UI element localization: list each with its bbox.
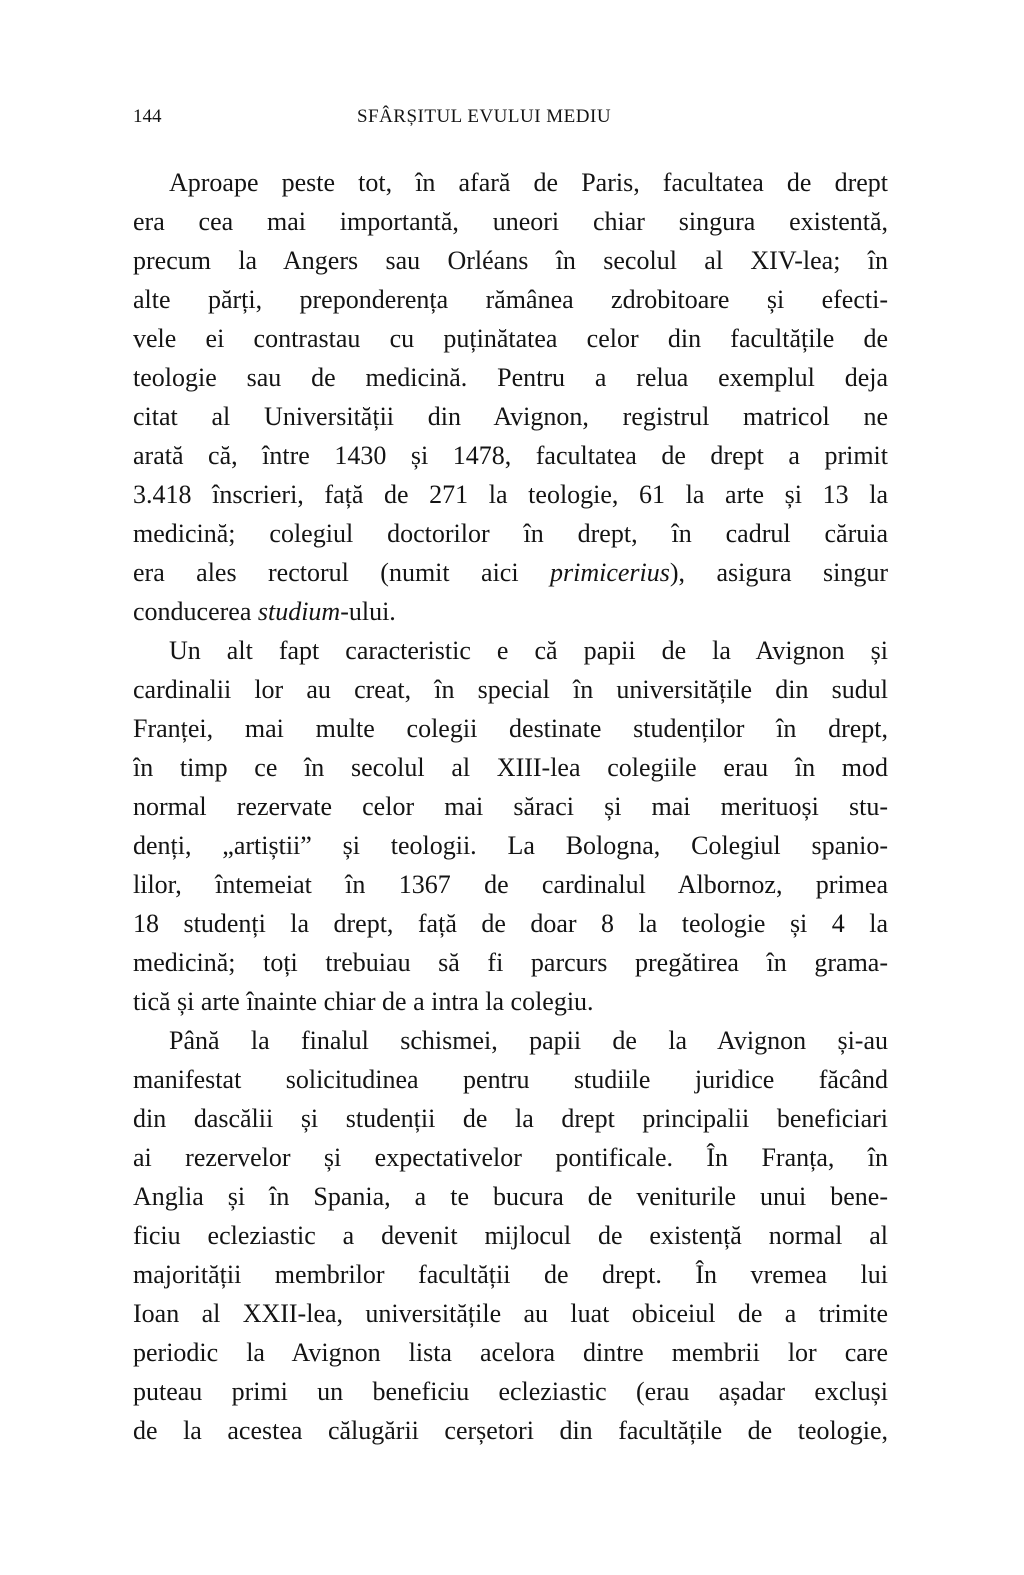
text-segment: Aproape peste tot, în afară de Paris, facultatea de drept [169, 168, 888, 197]
text-line [133, 904, 888, 943]
text-segment: 3.418 înscrieri, față de 271 la teologie, 61 la arte și 13 la [133, 480, 888, 509]
text-line [133, 670, 888, 709]
text-line [133, 1177, 888, 1216]
text-line [133, 1255, 888, 1294]
text-line [133, 1216, 888, 1255]
italic-term: studium [257, 597, 341, 626]
text-segment: citat al Universității din Avignon, registrul matricol ne [133, 402, 888, 431]
text-segment: era ales rectorul (numit aici [133, 558, 550, 587]
text-line [133, 826, 888, 865]
text-segment: Franței, mai multe colegii destinate studenților în drept, [133, 714, 888, 743]
text-line [133, 1333, 888, 1372]
text-line [133, 1138, 888, 1177]
text-line [133, 1372, 888, 1411]
text-line [133, 748, 888, 787]
paragraph [133, 163, 888, 631]
text-line [133, 943, 888, 982]
text-segment: Ioan al XXII-lea, universitățile au luat obiceiul de a trimite [133, 1299, 888, 1328]
text-segment: 18 studenți la drept, față de doar 8 la teologie și 4 la [133, 909, 888, 938]
text-segment: teologie sau de medicină. Pentru a relua exemplul deja [133, 363, 888, 392]
text-line [133, 982, 888, 1021]
text-line [133, 1294, 888, 1333]
text-segment: ), asigura singur [669, 558, 888, 587]
text-line [133, 202, 888, 241]
text-segment: medicină; toți trebuiau să fi parcurs pregătirea în grama- [133, 948, 888, 977]
page-header [133, 106, 891, 128]
page-number: 144 [133, 106, 162, 127]
text-line [133, 163, 888, 202]
text-line [133, 631, 888, 670]
text-line [133, 1411, 888, 1450]
text-segment: periodic la Avignon lista acelora dintre membrii lor care [133, 1338, 888, 1367]
text-segment: precum la Angers sau Orléans în secolul al XIV-lea; în [133, 246, 888, 275]
text-segment: cardinalii lor au creat, în special în universitățile din sudul [133, 675, 888, 704]
text-segment: manifestat solicitudinea pentru studiile juridice făcând [133, 1065, 888, 1094]
text-line [133, 709, 888, 748]
text-line [133, 787, 888, 826]
paragraph [133, 631, 888, 1021]
text-segment: denți, „artiștii” și teologii. La Bologna, Colegiul spanio- [133, 831, 888, 860]
text-segment: din dascălii și studenții de la drept principalii beneficiari [133, 1104, 888, 1133]
text-segment: alte părți, preponderența rămânea zdrobitoare și efecti- [133, 285, 888, 314]
text-segment: arată că, între 1430 și 1478, facultatea de drept a primit [133, 441, 888, 470]
paragraph [133, 1021, 888, 1450]
text-line [133, 241, 888, 280]
text-segment: ficiu ecleziastic a devenit mijlocul de existență normal al [133, 1221, 888, 1250]
text-segment: vele ei contrastau cu puținătatea celor din facultățile de [133, 324, 888, 353]
text-segment: puteau primi un beneficiu ecleziastic (erau așadar excluși [133, 1377, 888, 1406]
text-segment: majorității membrilor facultății de drept. În vremea lui [133, 1260, 888, 1289]
text-segment: normal rezervate celor mai săraci și mai merituoși stu- [133, 792, 888, 821]
text-segment: în timp ce în secolul al XIII-lea colegiile erau în mod [133, 753, 888, 782]
text-line [133, 397, 888, 436]
italic-term: primicerius [550, 558, 670, 587]
text-segment: era cea mai importantă, uneori chiar singura existentă, [133, 207, 888, 236]
text-line [133, 865, 888, 904]
text-line [133, 475, 888, 514]
text-block [133, 163, 888, 1450]
text-line [133, 280, 888, 319]
text-line [133, 1099, 888, 1138]
text-line [133, 514, 888, 553]
text-line [133, 592, 888, 631]
text-line [133, 436, 888, 475]
text-segment: Până la finalul schismei, papii de la Avignon și-au [169, 1026, 888, 1055]
text-line [133, 1021, 888, 1060]
text-segment: medicină; colegiul doctorilor în drept, în cadrul căruia [133, 519, 888, 548]
text-line [133, 319, 888, 358]
text-segment: -ului. [340, 597, 396, 626]
text-segment: de la acestea călugării cerșetori din facultățile de teologie, [133, 1416, 888, 1445]
text-segment: Un alt fapt caracteristic e că papii de la Avignon și [169, 636, 888, 665]
text-line [133, 358, 888, 397]
text-segment: lilor, întemeiat în 1367 de cardinalul Albornoz, primea [133, 870, 888, 899]
text-line [133, 553, 888, 592]
text-segment: Anglia și în Spania, a te bucura de veniturile unui bene- [133, 1182, 888, 1211]
text-segment: conducerea [133, 597, 258, 626]
running-head: SFÂRȘITUL EVULUI MEDIU [356, 106, 612, 127]
text-segment: ai rezervelor și expectativelor pontificale. În Franța, în [133, 1143, 888, 1172]
text-segment: tică și arte înainte chiar de a intra la colegiu. [133, 987, 594, 1016]
text-line [133, 1060, 888, 1099]
